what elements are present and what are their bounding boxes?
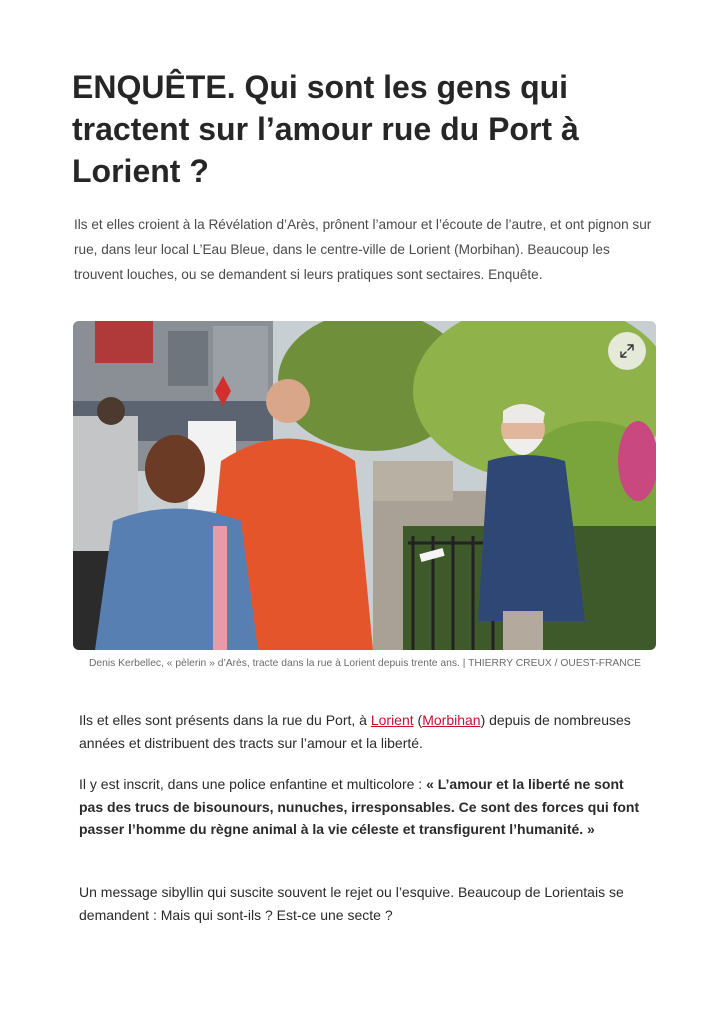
photo-caption: Denis Kerbellec, « pèlerin » d’Arès, tracte dans la rue à Lorient depuis trente ans. | THIERRY CREUX / OUEST-FRANCE — [88, 658, 642, 669]
paragraph-1-after: ) depuis de nombreuses années et distribuent des tracts sur l’amour et la liberté. — [79, 712, 631, 751]
paragraph-1-before: Ils et elles sont présents dans la rue du Port, à — [79, 712, 371, 728]
link-morbihan[interactable]: Morbihan — [422, 712, 481, 728]
expand-photo-button[interactable] — [608, 332, 646, 370]
paragraph-2-intro: Il y est inscrit, dans une police enfantine et multicolore : — [79, 776, 427, 792]
link-lorient[interactable]: Lorient — [370, 712, 414, 728]
paragraph-2 — [79, 773, 649, 841]
article-lead: Ils et elles croient à la Révélation d’Arès, prônent l’amour et l’écoute de l’autre, et ont pignon sur rue, dans leur local L’Eau Bleue, dans le centre-ville de Lorient (Morbihan). Beaucoup les trouvent louches, ou se demandent si leurs pratiques sont sectaires. Enquête. — [74, 217, 652, 282]
street-scene-illustration — [73, 321, 656, 650]
paragraph-2-quote: « L’amour et la liberté ne sont pas des trucs de bisounours, nunuches, irresponsables. Ce sont des forces qui font passer l’homme du règne animal à la vie céleste et transfigurent l’humanité. » — [79, 776, 640, 837]
expand-arrows-icon — [619, 343, 635, 359]
article-photo[interactable] — [73, 321, 656, 650]
paragraph-1 — [79, 709, 649, 754]
paragraph-3: Un message sibyllin qui suscite souvent le rejet ou l’esquive. Beaucoup de Lorientais se demandent : Mais qui sont-ils ? Est-ce une secte ? — [79, 884, 624, 923]
paragraph-1-paren: ( — [413, 712, 423, 728]
article-headline: ENQUÊTE. Qui sont les gens qui tractent sur l’amour rue du Port à Lorient ? — [72, 69, 579, 189]
